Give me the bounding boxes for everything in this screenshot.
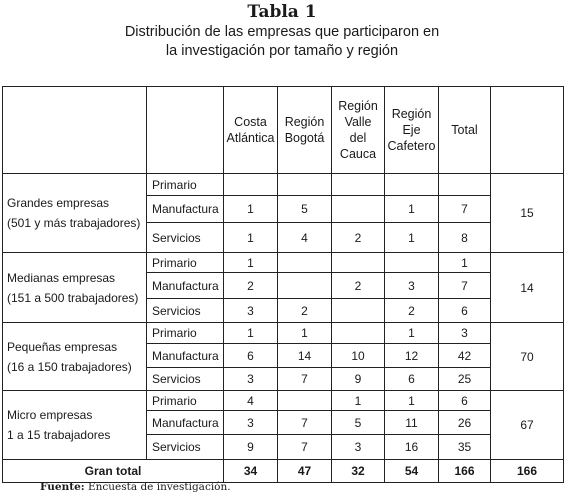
data-cell (332, 253, 385, 273)
data-cell: 4 (278, 223, 332, 253)
sector-label: Primario (147, 391, 224, 411)
data-cell: 7 (278, 435, 332, 460)
data-cell: 2 (224, 273, 278, 299)
subtitle-line: la investigación por tamaño y región (165, 43, 399, 59)
table-row (3, 391, 564, 411)
data-cell: 6 (439, 299, 491, 323)
data-cell: 5 (278, 196, 332, 223)
data-cell (278, 253, 332, 273)
sector-label: Primario (147, 253, 224, 273)
data-table (2, 86, 564, 483)
data-cell: 12 (385, 344, 439, 368)
data-cell: 26 (439, 411, 491, 435)
sector-label: Servicios (147, 435, 224, 460)
sector-label: Servicios (147, 368, 224, 391)
source-note (40, 481, 231, 493)
size-group-line: (16 a 150 trabajadores) (7, 359, 132, 374)
data-cell: 7 (278, 368, 332, 391)
data-cell: 9 (224, 435, 278, 460)
data-cell: 1 (385, 323, 439, 344)
data-cell: 5 (332, 411, 385, 435)
column-header-region-eje-cafetero: Región Eje Cafetero (385, 87, 439, 174)
data-cell: 7 (439, 196, 491, 223)
data-cell: 2 (332, 273, 385, 299)
sector-label: Primario (147, 323, 224, 344)
data-cell: 1 (224, 223, 278, 253)
data-cell: 25 (439, 368, 491, 391)
data-cell (332, 299, 385, 323)
grand-total-cell: 34 (224, 460, 278, 483)
source-text: Encuesta de investigación. (87, 481, 231, 493)
size-group-line: (501 y más trabajadores) (7, 216, 141, 230)
table-row (3, 323, 564, 344)
data-cell: 1 (224, 253, 278, 273)
size-group-line: (151 a 500 trabajadores) (7, 290, 139, 305)
data-cell: 7 (439, 273, 491, 299)
table-subtitle (0, 23, 564, 61)
header-row (3, 87, 564, 174)
grand-total-label: Gran total (3, 460, 224, 483)
data-cell: 1 (224, 323, 278, 344)
data-cell: 2 (385, 299, 439, 323)
size-group-total: 67 (491, 391, 564, 460)
grand-total-cell: 166 (439, 460, 491, 483)
data-cell: 1 (439, 253, 491, 273)
data-cell (278, 391, 332, 411)
data-cell: 6 (385, 368, 439, 391)
size-group-line: 1 a 15 trabajadores (7, 428, 111, 442)
data-cell: 3 (224, 411, 278, 435)
empty-header-cell (147, 87, 224, 174)
sector-label: Manufactura (147, 411, 224, 435)
column-header-region-bogota: Región Bogotá (278, 87, 332, 174)
data-cell: 6 (439, 391, 491, 411)
data-cell: 11 (385, 411, 439, 435)
data-cell: 3 (385, 273, 439, 299)
empty-header-cell (3, 87, 147, 174)
empty-header-cell (491, 87, 564, 174)
data-cell: 3 (224, 368, 278, 391)
size-group-line: Grandes empresas (7, 196, 110, 210)
column-header-costa-atlantica: Costa Atlántica (224, 87, 278, 174)
subtitle-line: Distribución de las empresas que participaron en (124, 24, 440, 40)
size-group-label (3, 253, 147, 323)
size-group-label (3, 391, 147, 460)
size-group-line: Micro empresas (7, 408, 93, 422)
data-cell (385, 253, 439, 273)
data-cell: 1 (332, 391, 385, 411)
data-cell (278, 273, 332, 299)
size-group-total: 15 (491, 174, 564, 253)
size-group-line: Pequeñas empresas (7, 339, 118, 354)
data-cell: 2 (278, 299, 332, 323)
source-label: Fuente: (40, 481, 85, 493)
data-cell: 8 (439, 223, 491, 253)
data-cell: 1 (385, 223, 439, 253)
data-cell: 16 (385, 435, 439, 460)
grand-total-cell: 32 (332, 460, 385, 483)
sector-label: Manufactura (147, 344, 224, 368)
data-cell: 1 (278, 323, 332, 344)
data-cell: 1 (224, 196, 278, 223)
data-cell: 3 (224, 299, 278, 323)
data-cell (278, 174, 332, 196)
size-group-label (3, 174, 147, 253)
table-row (3, 253, 564, 273)
data-cell (332, 323, 385, 344)
data-cell: 3 (439, 323, 491, 344)
data-cell: 1 (385, 196, 439, 223)
data-cell (439, 174, 491, 196)
data-cell (385, 174, 439, 196)
grand-total-row (3, 460, 564, 483)
data-cell: 14 (278, 344, 332, 368)
data-cell: 35 (439, 435, 491, 460)
sector-label: Manufactura (147, 273, 224, 299)
size-group-total: 70 (491, 323, 564, 391)
table-body (3, 174, 564, 460)
column-header-region-valle-del-cauca: Región Valle del Cauca (332, 87, 385, 174)
sector-label: Servicios (147, 223, 224, 253)
data-cell: 6 (224, 344, 278, 368)
grand-total-cell: 47 (278, 460, 332, 483)
table-title: Tabla 1 (247, 2, 317, 22)
data-cell: 9 (332, 368, 385, 391)
grand-total-overall: 166 (491, 460, 564, 483)
size-group-line: Medianas empresas (7, 270, 116, 285)
grand-total-cell: 54 (385, 460, 439, 483)
sector-label: Servicios (147, 299, 224, 323)
data-cell: 10 (332, 344, 385, 368)
data-cell: 4 (224, 391, 278, 411)
data-cell: 7 (278, 411, 332, 435)
size-group-total: 14 (491, 253, 564, 323)
column-header-total: Total (439, 87, 491, 174)
data-cell (332, 196, 385, 223)
data-cell: 1 (385, 391, 439, 411)
data-cell: 2 (332, 223, 385, 253)
data-cell (224, 174, 278, 196)
sector-label: Manufactura (147, 196, 224, 223)
data-cell (332, 174, 385, 196)
data-cell: 42 (439, 344, 491, 368)
data-cell: 3 (332, 435, 385, 460)
size-group-label (3, 323, 147, 391)
table-row (3, 174, 564, 196)
sector-label: Primario (147, 174, 224, 196)
